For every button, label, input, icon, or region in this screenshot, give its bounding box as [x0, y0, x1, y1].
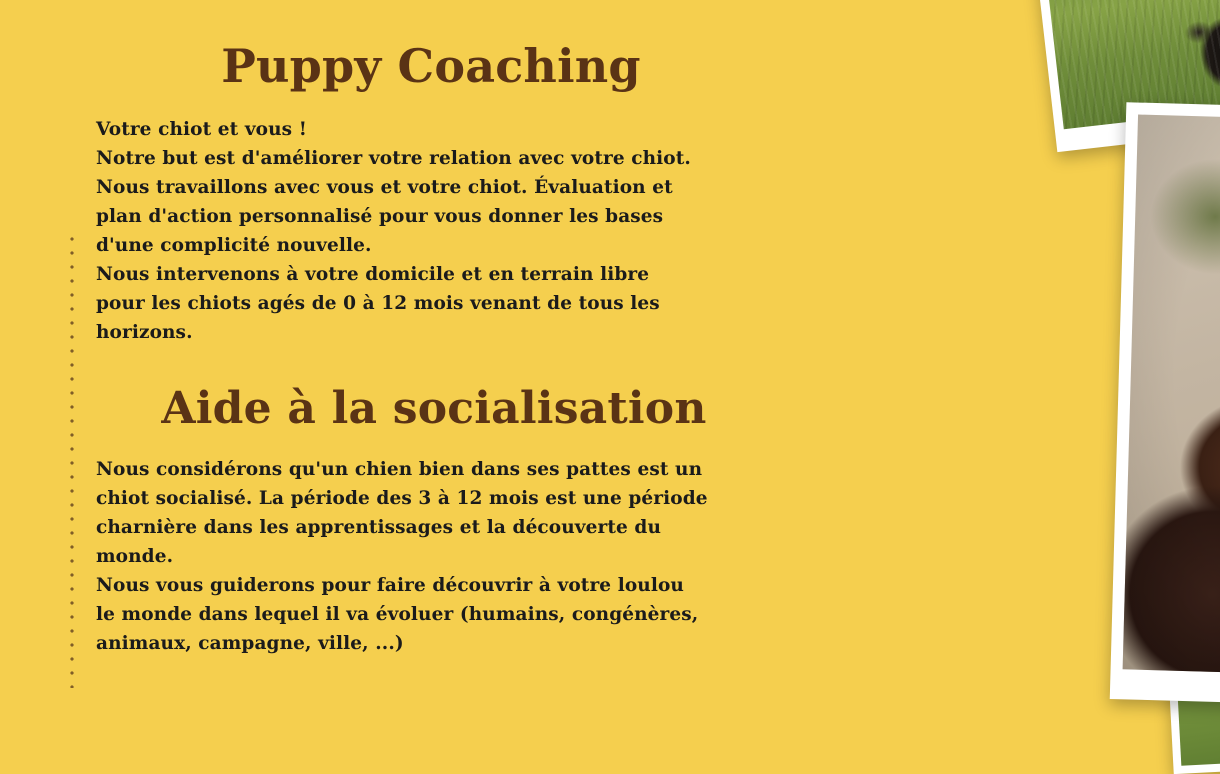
text-line: horizons.	[96, 322, 193, 343]
text-line: Nous travaillons avec vous et votre chiot. Évaluation et	[96, 177, 673, 198]
text-line: charnière dans les apprentissages et la découverte du	[96, 517, 661, 538]
text-line: pour les chiots agés de 0 à 12 mois venant de tous les	[96, 293, 660, 314]
text-line: le monde dans lequel il va évoluer (humains, congénères,	[96, 604, 699, 625]
photo-image	[1123, 115, 1220, 681]
paragraph-aide-socialisation	[96, 455, 756, 658]
text-line: d'une complicité nouvelle.	[96, 235, 372, 256]
text-line: animaux, campagne, ville, ...)	[96, 633, 404, 654]
page-title-puppy-coaching: Puppy Coaching	[221, 39, 641, 93]
text-line: monde.	[96, 546, 174, 567]
text-line: Notre but est d'améliorer votre relation avec votre chiot.	[96, 148, 691, 169]
text-line: Nous vous guiderons pour faire découvrir à votre loulou	[96, 575, 684, 596]
photo-collage	[750, 0, 1220, 688]
text-line: Nous considérons qu'un chien bien dans ses pattes est un	[96, 459, 703, 480]
text-line: Votre chiot et vous !	[96, 119, 307, 140]
text-column	[96, 0, 756, 658]
photo-woman-with-puppy	[1110, 102, 1220, 711]
text-line: plan d'action personnalisé pour vous donner les bases	[96, 206, 664, 227]
dotted-divider	[70, 232, 74, 688]
text-line: Nous intervenons à votre domicile et en terrain libre	[96, 264, 650, 285]
text-line: chiot socialisé. La période des 3 à 12 mois est une période	[96, 488, 708, 509]
paragraph-puppy-coaching	[96, 115, 756, 347]
section-spacer	[96, 347, 756, 387]
page-title-aide-socialisation: Aide à la socialisation	[161, 383, 707, 434]
